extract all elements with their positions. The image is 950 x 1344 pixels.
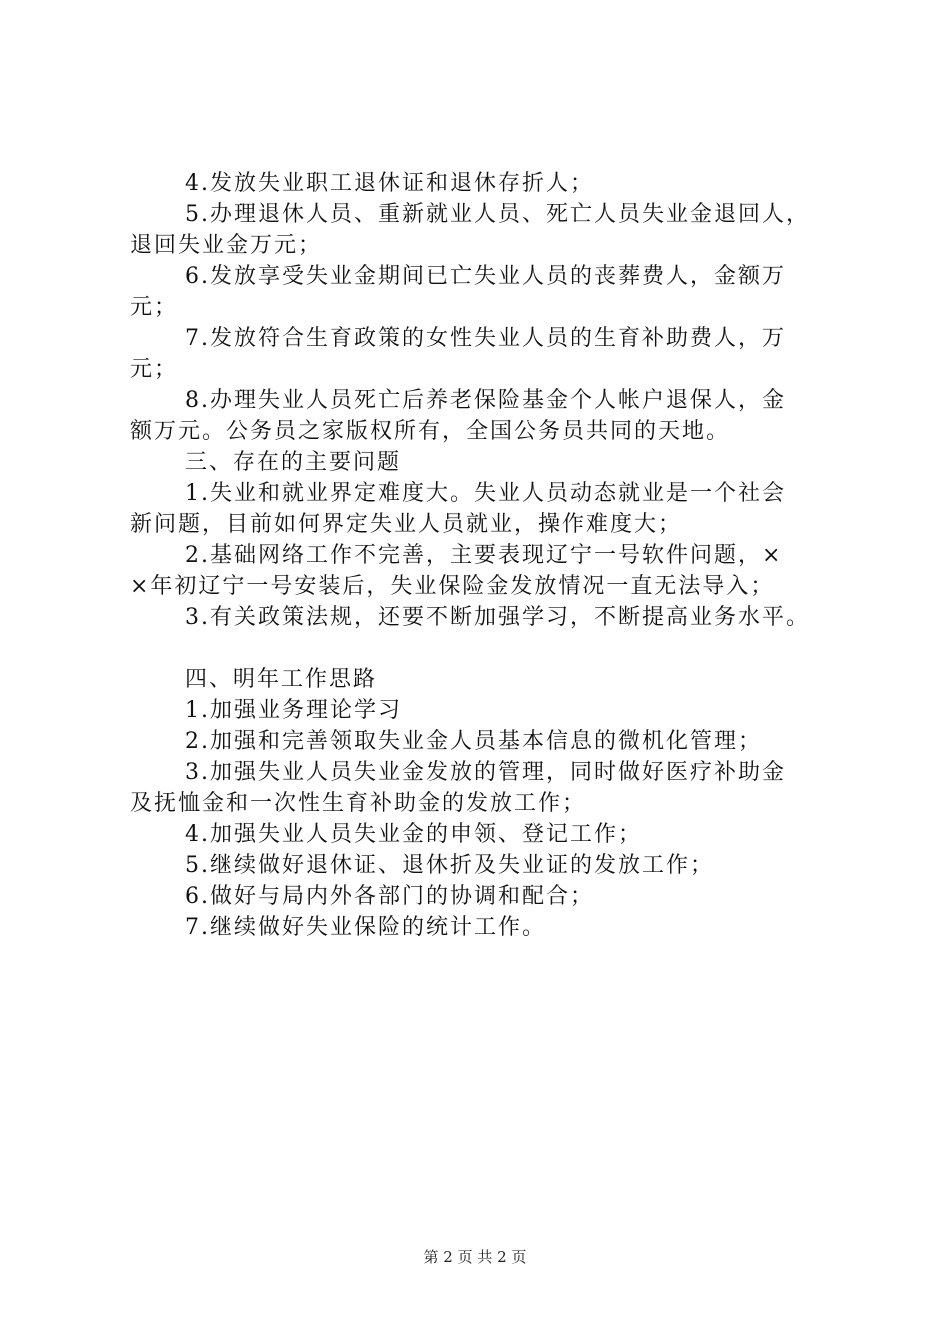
paragraph-line: 及抚恤金和一次性生育补助金的发放工作； <box>130 791 587 816</box>
paragraph-line: 3.加强失业人员失业金发放的管理，同时做好医疗补助金 <box>185 760 786 785</box>
paragraph-line: 元； <box>130 357 179 382</box>
paragraph-line: 7.发放符合生育政策的女性失业人员的生育补助费人，万 <box>185 326 786 351</box>
paragraph-line: 4.发放失业职工退休证和退休存折人； <box>185 171 594 196</box>
paragraph-line: 2.加强和完善领取失业金人员基本信息的微机化管理； <box>185 729 762 754</box>
paragraph-line: 退回失业金万元； <box>130 233 323 258</box>
paragraph-line: 8.办理失业人员死亡后养老保险基金个人帐户退保人，金 <box>185 388 786 413</box>
paragraph-line: 6.做好与局内外各部门的协调和配合； <box>185 884 594 909</box>
page-footer <box>0 1247 950 1267</box>
paragraph-line: 新问题，目前如何界定失业人员就业，操作难度大； <box>130 512 683 537</box>
page-number: 第 2 页 共 2 页 <box>423 1248 527 1266</box>
paragraph-line: ×年初辽宁一号安装后，失业保险金发放情况一直无法导入； <box>130 574 775 599</box>
paragraph-line: 2.基础网络工作不完善，主要表现辽宁一号软件问题，× <box>185 543 783 568</box>
paragraph-line: 5.继续做好退休证、退休折及失业证的发放工作； <box>185 853 714 878</box>
paragraph-line: 6.发放享受失业金期间已亡失业人员的丧葬费人，金额万 <box>185 264 786 289</box>
section-heading: 四、明年工作思路 <box>185 667 378 692</box>
document-body <box>130 168 850 943</box>
blank-line <box>130 633 850 664</box>
paragraph-line: 7.继续做好失业保险的统计工作。 <box>185 915 546 940</box>
paragraph-line: 4.加强失业人员失业金的申领、登记工作； <box>185 822 642 847</box>
paragraph-line: 5.办理退休人员、重新就业人员、死亡人员失业金退回人， <box>185 202 810 227</box>
paragraph-line: 元； <box>130 295 179 320</box>
paragraph-line: 额万元。公务员之家版权所有，全国公务员共同的天地。 <box>130 419 731 444</box>
paragraph-line: 3.有关政策法规，还要不断加强学习，不断提高业务水平。 <box>185 605 810 630</box>
paragraph-line: 1.加强业务理论学习 <box>185 698 402 723</box>
section-heading: 三、存在的主要问题 <box>185 450 402 475</box>
paragraph-line: 1.失业和就业界定难度大。失业人员动态就业是一个社会 <box>185 481 786 506</box>
